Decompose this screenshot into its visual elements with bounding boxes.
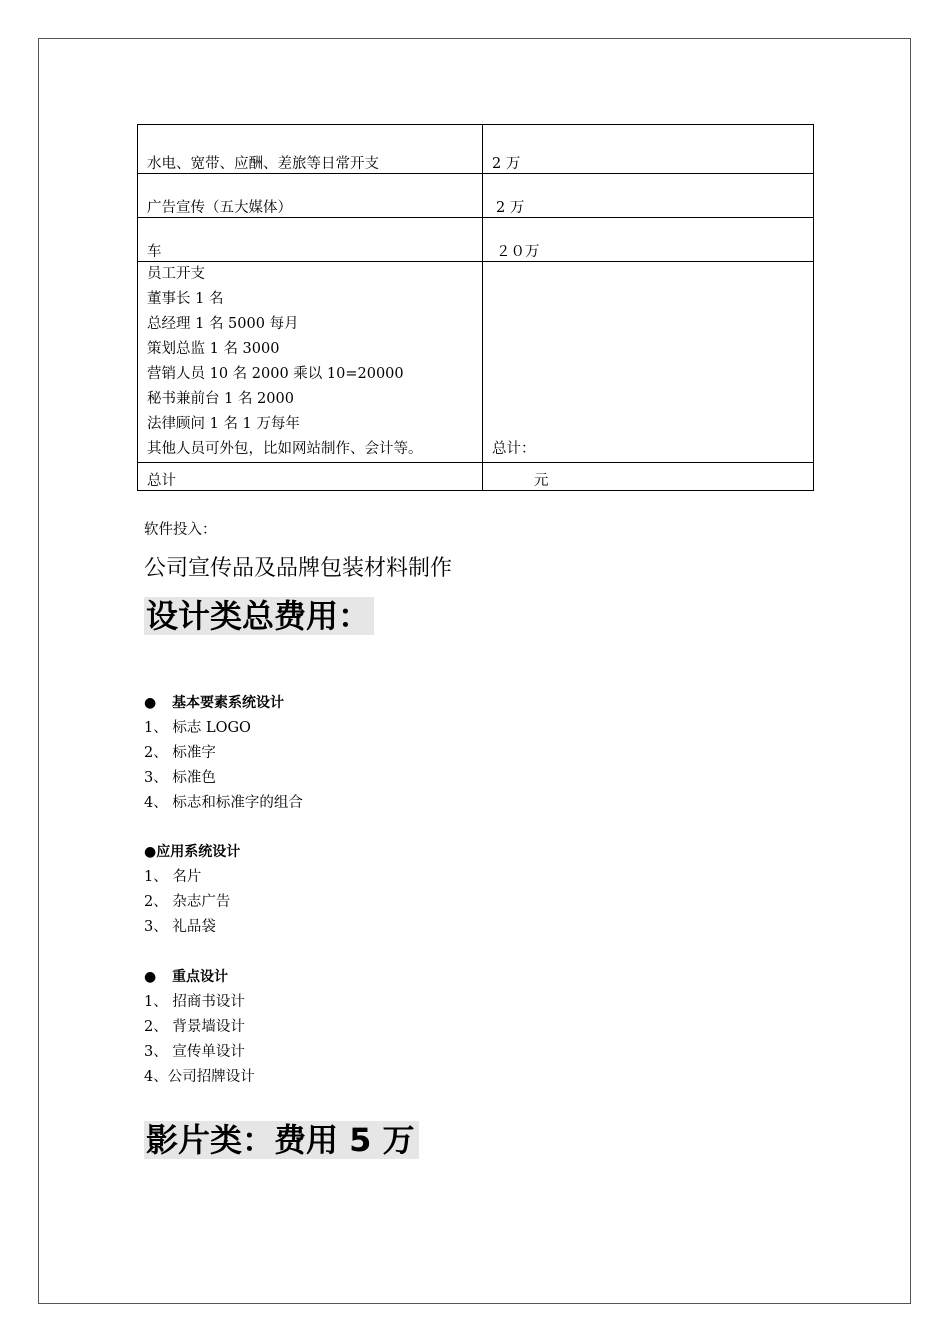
software-label: 软件投入： [144,522,217,538]
film-total-text: 影片类：费用 5 万 [144,1121,419,1159]
staff-line: 秘书兼前台 1 名 2000 [147,391,294,407]
group-heading [144,840,240,865]
list-item: 4、公司招牌设计 [144,1069,255,1085]
list-item: 3、 标准色 [144,770,216,786]
row-item: 车 [138,218,483,262]
staff-cell [138,262,483,463]
staff-line: 策划总监 1 名 3000 [147,341,280,357]
staff-line: 营销人员 10 名 2000 乘以 10=20000 [147,366,404,382]
list-item: 2、 杂志广告 [144,894,231,910]
row-amount: ２０万 [483,218,814,262]
table-row-staff [138,262,814,463]
table-row [138,125,814,174]
row-amount: 2 万 [483,174,814,218]
total-label: 总计 [138,463,483,491]
group-title: 应用系统设计 [156,844,241,860]
bullet-icon: ● [144,695,157,711]
list-item: 3、 礼品袋 [144,919,216,935]
row-item: 水电、宽带、应酬、差旅等日常开支 [138,125,483,174]
group-heading [144,965,255,990]
staff-line: 董事长 1 名 [147,291,224,307]
design-total-heading [144,597,374,635]
list-item: 3、 宣传单设计 [144,1044,245,1060]
table-row-total [138,463,814,491]
bullet-icon: ● [144,969,157,985]
staff-line: 法律顾问 1 名 1 万每年 [147,416,300,432]
bullet-icon: ● [144,844,157,860]
list-item: 1、 标志 LOGO [144,720,251,736]
list-item: 4、 标志和标准字的组合 [144,795,303,811]
list-item: 2、 标准字 [144,745,216,761]
total-amount: 元 [483,463,814,491]
list-item: 1、 名片 [144,869,202,885]
table-row [138,174,814,218]
group-heading [144,691,303,716]
budget-table [137,124,814,491]
section-title: 公司宣传品及品牌包装材料制作 [144,556,453,581]
table-row [138,218,814,262]
staff-line: 其他人员可外包，比如网站制作、会计等。 [147,441,423,457]
row-item: 广告宣传（五大媒体） [138,174,483,218]
design-group-key [144,965,255,1090]
staff-line: 总经理 1 名 5000 每月 [147,316,299,332]
group-title: 重点设计 [172,969,228,985]
group-title: 基本要素系统设计 [172,695,284,711]
list-item: 2、 背景墙设计 [144,1019,245,1035]
design-group-basic [144,691,303,816]
design-group-application [144,840,240,940]
row-amount: 2 万 [483,125,814,174]
staff-amount: 总计： [483,262,814,463]
design-total-text: 设计类总费用： [144,597,374,635]
film-total-heading [144,1121,419,1159]
list-item: 1、 招商书设计 [144,994,245,1010]
staff-line: 员工开支 [147,266,205,282]
